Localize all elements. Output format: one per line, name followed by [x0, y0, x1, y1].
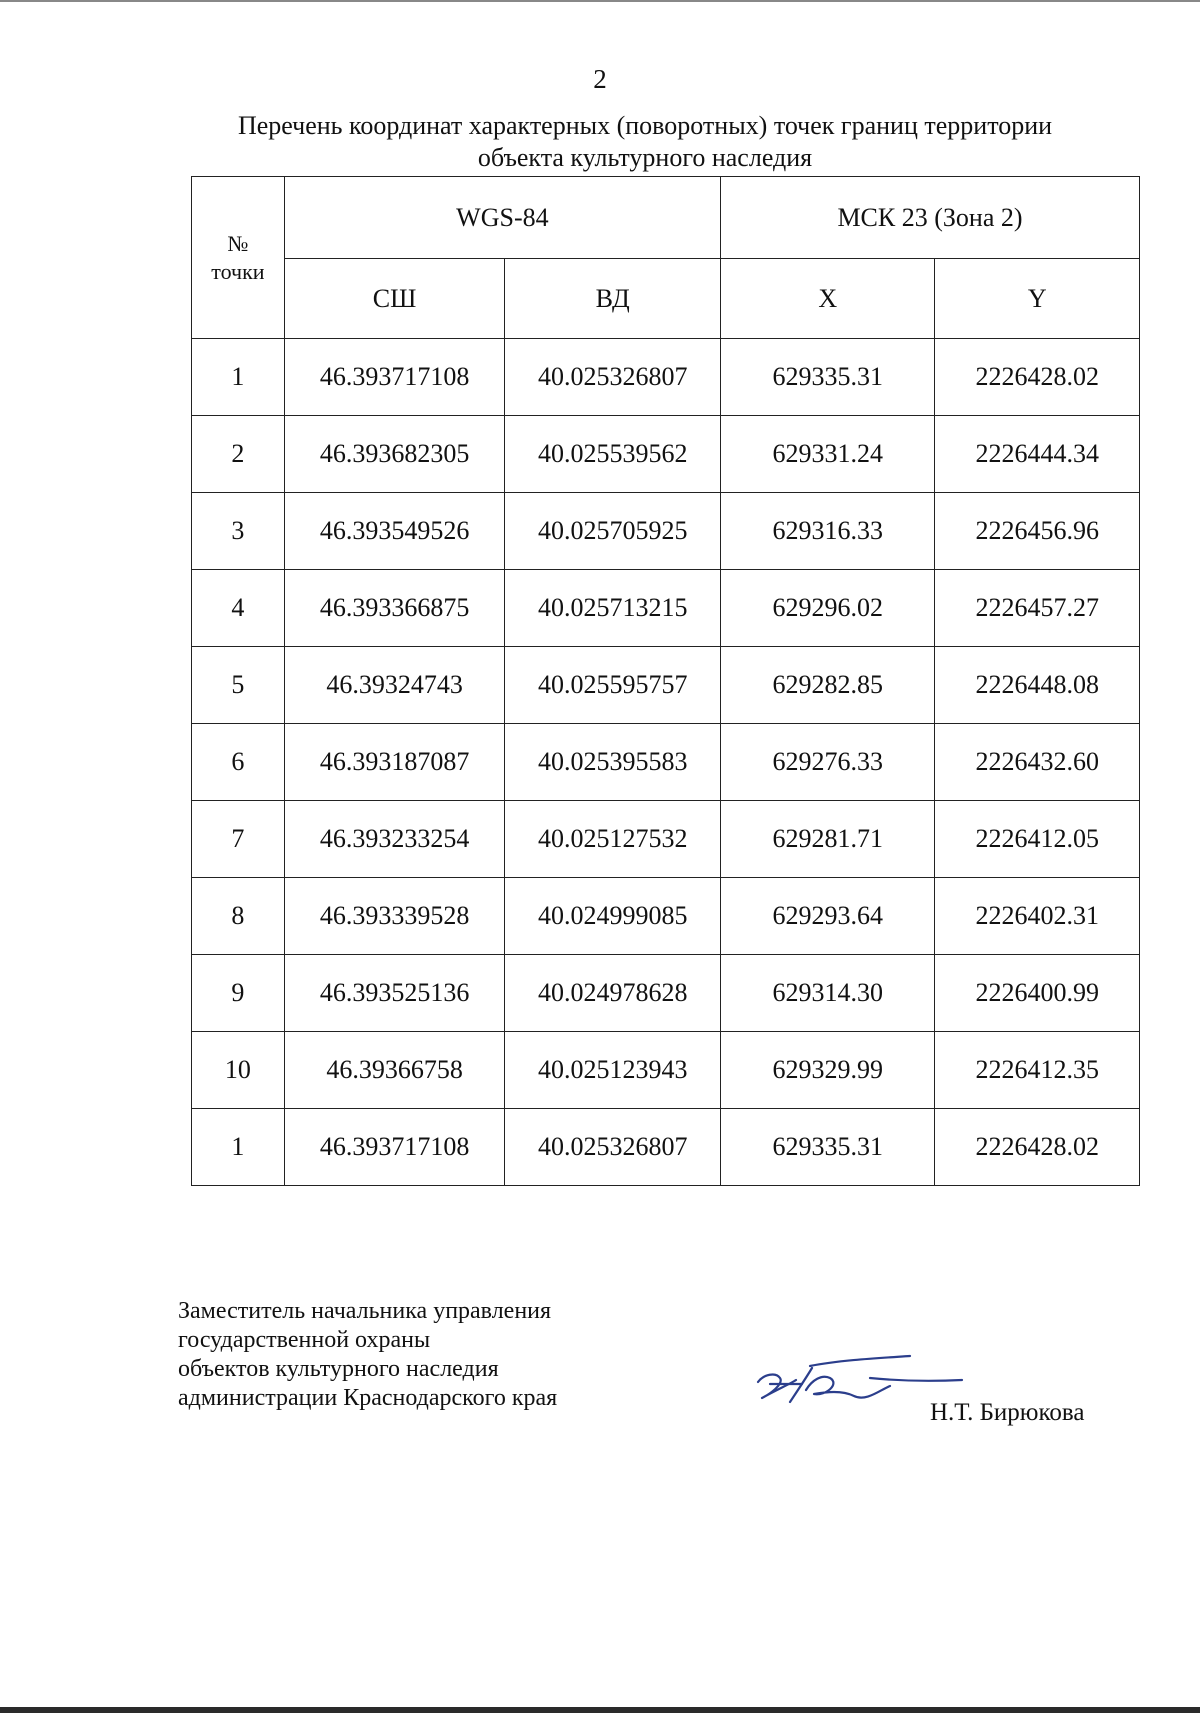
table-header-row	[192, 177, 1140, 259]
header-x: X	[721, 259, 935, 339]
cell-longitude: 40.025326807	[505, 339, 721, 416]
scan-edge-bottom	[0, 1707, 1200, 1713]
position-line4: администрации Краснодарского края	[178, 1385, 558, 1411]
cell-y: 2226402.31	[935, 878, 1140, 955]
table-row	[192, 878, 1140, 955]
cell-point-number: 1	[192, 339, 285, 416]
scan-edge-top	[0, 0, 1200, 2]
cell-longitude: 40.024999085	[505, 878, 721, 955]
header-point-number	[192, 177, 285, 339]
table-row	[192, 570, 1140, 647]
cell-y: 2226400.99	[935, 955, 1140, 1032]
signatory-position	[178, 1297, 557, 1413]
cell-y: 2226428.02	[935, 339, 1140, 416]
cell-x: 629314.30	[721, 955, 935, 1032]
cell-y: 2226444.34	[935, 416, 1140, 493]
cell-y: 2226428.02	[935, 1109, 1140, 1186]
cell-x: 629276.33	[721, 724, 935, 801]
cell-latitude: 46.39324743	[284, 647, 505, 724]
table-row	[192, 1032, 1140, 1109]
table-row	[192, 416, 1140, 493]
cell-longitude: 40.025595757	[505, 647, 721, 724]
cell-x: 629316.33	[721, 493, 935, 570]
cell-x: 629335.31	[721, 339, 935, 416]
cell-latitude: 46.393717108	[284, 339, 505, 416]
cell-point-number: 3	[192, 493, 285, 570]
cell-latitude: 46.393525136	[284, 955, 505, 1032]
cell-point-number: 2	[192, 416, 285, 493]
cell-point-number: 4	[192, 570, 285, 647]
cell-x: 629331.24	[721, 416, 935, 493]
cell-y: 2226456.96	[935, 493, 1140, 570]
cell-longitude: 40.025326807	[505, 1109, 721, 1186]
document-title-line1: Перечень координат характерных (поворотных) точек границ территории	[237, 111, 1053, 140]
cell-point-number: 7	[192, 801, 285, 878]
table-row	[192, 724, 1140, 801]
cell-longitude: 40.025127532	[505, 801, 721, 878]
header-num-symbol: №	[227, 230, 249, 256]
cell-y: 2226457.27	[935, 570, 1140, 647]
cell-x: 629296.02	[721, 570, 935, 647]
cell-y: 2226412.05	[935, 801, 1140, 878]
cell-point-number: 6	[192, 724, 285, 801]
cell-point-number: 10	[192, 1032, 285, 1109]
signer-name: Н.Т. Бирюкова	[930, 1399, 1085, 1426]
cell-longitude: 40.025705925	[505, 493, 721, 570]
table-row	[192, 1109, 1140, 1186]
position-line1: Заместитель начальника управления	[178, 1298, 552, 1324]
cell-latitude: 46.393233254	[284, 801, 505, 878]
table-row	[192, 801, 1140, 878]
table-row	[192, 955, 1140, 1032]
cell-longitude: 40.024978628	[505, 955, 721, 1032]
cell-latitude: 46.393187087	[284, 724, 505, 801]
cell-longitude: 40.025395583	[505, 724, 721, 801]
table-row	[192, 339, 1140, 416]
position-line2: государственной охраны	[178, 1327, 431, 1353]
cell-longitude: 40.025123943	[505, 1032, 721, 1109]
cell-latitude: 46.393366875	[284, 570, 505, 647]
cell-latitude: 46.393549526	[284, 493, 505, 570]
cell-x: 629329.99	[721, 1032, 935, 1109]
table-row	[192, 647, 1140, 724]
cell-point-number: 5	[192, 647, 285, 724]
header-y: Y	[935, 259, 1140, 339]
header-msk23: МСК 23 (Зона 2)	[721, 177, 1140, 259]
header-longitude: ВД	[505, 259, 721, 339]
table-row	[192, 493, 1140, 570]
cell-latitude: 46.39366758	[284, 1032, 505, 1109]
cell-point-number: 8	[192, 878, 285, 955]
cell-x: 629293.64	[721, 878, 935, 955]
position-line3: объектов культурного наследия	[178, 1356, 499, 1382]
cell-latitude: 46.393339528	[284, 878, 505, 955]
table-subheader-row	[192, 259, 1140, 339]
document-title	[180, 110, 1110, 174]
table-body	[192, 339, 1140, 1186]
header-wgs84: WGS-84	[284, 177, 720, 259]
page-number: 2	[593, 64, 607, 94]
cell-x: 629282.85	[721, 647, 935, 724]
cell-y: 2226412.35	[935, 1032, 1140, 1109]
cell-longitude: 40.025539562	[505, 416, 721, 493]
cell-point-number: 9	[192, 955, 285, 1032]
cell-x: 629281.71	[721, 801, 935, 878]
cell-latitude: 46.393717108	[284, 1109, 505, 1186]
header-num-word: точки	[211, 258, 265, 284]
cell-y: 2226448.08	[935, 647, 1140, 724]
cell-point-number: 1	[192, 1109, 285, 1186]
header-latitude: СШ	[284, 259, 505, 339]
cell-latitude: 46.393682305	[284, 416, 505, 493]
cell-x: 629335.31	[721, 1109, 935, 1186]
coordinates-table	[191, 176, 1140, 1186]
document-title-line2: объекта культурного наследия	[477, 143, 813, 172]
cell-y: 2226432.60	[935, 724, 1140, 801]
cell-longitude: 40.025713215	[505, 570, 721, 647]
